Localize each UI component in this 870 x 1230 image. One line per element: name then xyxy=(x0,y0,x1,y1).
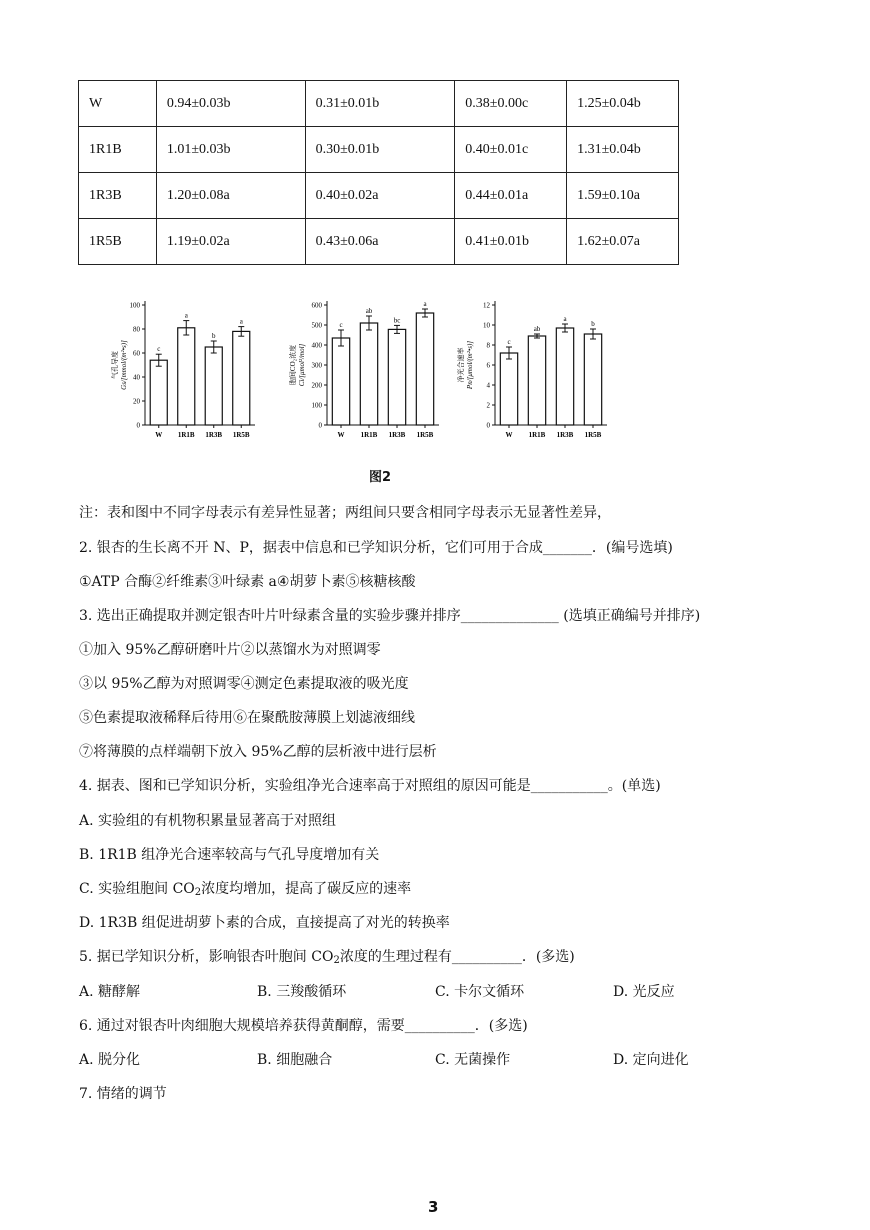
y-tick-label: 600 xyxy=(311,301,322,310)
significance-letter: a xyxy=(184,311,188,320)
x-tick-label: 1R3B xyxy=(205,431,223,439)
bar xyxy=(584,334,601,425)
y-tick-label: 80 xyxy=(133,325,140,334)
x-tick-label: 1R3B xyxy=(388,431,406,439)
y-tick-label: 12 xyxy=(483,301,490,310)
y-tick-label: 40 xyxy=(133,373,140,382)
question-4-option-c xyxy=(79,878,411,898)
table-cell: 1.20±0.08a xyxy=(156,173,305,219)
x-tick-label: 1R1B xyxy=(528,431,546,439)
y-tick-label: 8 xyxy=(486,341,490,350)
y-axis-label: 气孔导度 xyxy=(111,351,119,379)
question-4-option-d: D. 1R3B 组促进胡萝卜素的合成，直接提高了对光的转换率 xyxy=(79,915,450,931)
y-tick-label: 100 xyxy=(311,401,322,410)
question-3-steps-2: ③以 95%乙醇为对照调零④测定色素提取液的吸光度 xyxy=(79,676,409,692)
significance-letter: ab xyxy=(365,307,373,315)
y-tick-label: 6 xyxy=(486,361,490,370)
bar xyxy=(233,331,250,425)
bar xyxy=(150,360,167,425)
significance-letter: b xyxy=(212,332,216,340)
table-cell: 0.44±0.01a xyxy=(455,173,567,219)
significance-letter: a xyxy=(239,317,243,326)
question-6-option-c: C. 无菌操作 xyxy=(435,1052,511,1068)
table-cell: 1.59±0.10a xyxy=(567,173,679,219)
table-cell: 0.40±0.01c xyxy=(455,127,567,173)
y-tick-label: 200 xyxy=(311,381,322,390)
significance-letter: c xyxy=(157,345,161,354)
y-tick-label: 100 xyxy=(129,301,140,310)
table-cell: 1.19±0.02a xyxy=(156,219,305,265)
question-3-steps-3: ⑤色素提取液稀释后待用⑥在聚酰胺薄膜上划滤液细线 xyxy=(79,710,415,726)
x-tick-label: 1R1B xyxy=(360,431,378,439)
y-tick-label: 0 xyxy=(486,421,490,430)
table-cell: 0.30±0.01b xyxy=(305,127,455,173)
table-cell: 1.62±0.07a xyxy=(567,219,679,265)
figure-2-charts xyxy=(95,293,615,448)
significance-letter: c xyxy=(339,321,343,329)
y-axis-label: 净光合速率 xyxy=(457,347,465,383)
significance-letter: a xyxy=(423,300,427,308)
y-tick-label: 20 xyxy=(133,397,140,406)
question-4-option-a: A. 实验组的有机物积累量显著高于对照组 xyxy=(79,813,337,829)
figure-label: 图2 xyxy=(369,470,392,485)
table-cell: 0.43±0.06a xyxy=(305,219,455,265)
y-axis-unit: Pn/[μmol/(m²•s)] xyxy=(466,340,474,390)
question-4-option-b: B. 1R1B 组净光合速率较高与气孔导度增加有关 xyxy=(79,847,380,863)
question-3-steps-1: ①加入 95%乙醇研磨叶片②以蒸馏水为对照调零 xyxy=(79,642,381,658)
table-cell: 1.25±0.04b xyxy=(567,81,679,127)
note-text: 注：表和图中不同字母表示有差异性显著；两组间只要含相同字母表示无显著性差异， xyxy=(79,505,611,521)
y-tick-label: 400 xyxy=(311,341,322,350)
table-cell: 0.40±0.02a xyxy=(305,173,455,219)
table-cell: 1.31±0.04b xyxy=(567,127,679,173)
bar xyxy=(416,313,433,425)
option-c-text-end: 浓度均增加，提高了碳反应的速率 xyxy=(201,881,412,897)
question-5 xyxy=(79,946,575,966)
bar xyxy=(360,323,377,425)
significance-letter: ab xyxy=(533,325,541,333)
question-6-option-b: B. 细胞融合 xyxy=(257,1052,333,1068)
table-row xyxy=(79,173,679,219)
bar xyxy=(388,329,405,425)
significance-letter: c xyxy=(507,338,511,346)
bar xyxy=(500,353,517,425)
subscript: 2 xyxy=(333,955,340,966)
page-number: 3 xyxy=(428,1198,439,1216)
option-c-text: C. 实验组胞间 CO xyxy=(79,881,195,897)
question-5-option-b: B. 三羧酸循环 xyxy=(257,984,347,1000)
table-cell: W xyxy=(79,81,157,127)
x-tick-label: W xyxy=(505,431,513,439)
x-tick-label: 1R5B xyxy=(416,431,434,439)
y-axis-unit: Gs/[mmol/(m²•s)] xyxy=(120,340,128,390)
y-tick-label: 4 xyxy=(486,381,490,390)
data-table xyxy=(78,80,679,265)
table-cell: 1.01±0.03b xyxy=(156,127,305,173)
question-3-steps-4: ⑦将薄膜的点样端朝下放入 95%乙醇的层析液中进行层析 xyxy=(79,744,437,760)
question-2-options: ①ATP 合酶②纤维素③叶绿素 a④胡萝卜素⑤核糖核酸 xyxy=(79,574,416,590)
y-axis-unit: Ci/[μmol²/mol] xyxy=(298,343,306,387)
y-tick-label: 0 xyxy=(318,421,322,430)
question-2: 2. 银杏的生长离不开 N、P，据表中信息和已学知识分析，它们可用于合成_______．(编号选填) xyxy=(79,540,673,556)
table-cell: 0.41±0.01b xyxy=(455,219,567,265)
y-tick-label: 2 xyxy=(486,401,490,410)
table-cell: 1R5B xyxy=(79,219,157,265)
y-tick-label: 10 xyxy=(483,321,490,330)
question-6-option-d: D. 定向进化 xyxy=(613,1052,689,1068)
table-row xyxy=(79,81,679,127)
question-4: 4. 据表、图和已学知识分析，实验组净光合速率高于对照组的原因可能是___________。(单选) xyxy=(79,778,661,794)
question-6: 6. 通过对银杏叶肉细胞大规模培养获得黄酮醇，需要__________．(多选) xyxy=(79,1018,528,1034)
y-axis-label: 胞间CO₂浓度 xyxy=(289,344,297,386)
table-row xyxy=(79,127,679,173)
question-5-text-end: 浓度的生理过程有__________．(多选) xyxy=(339,949,575,965)
x-tick-label: 1R1B xyxy=(177,431,195,439)
table-cell: 0.38±0.00c xyxy=(455,81,567,127)
x-tick-label: 1R5B xyxy=(232,431,250,439)
table-row xyxy=(79,219,679,265)
bar xyxy=(332,338,349,425)
y-tick-label: 300 xyxy=(311,361,322,370)
y-tick-label: 500 xyxy=(311,321,322,330)
question-5-option-a: A. 糖酵解 xyxy=(79,984,141,1000)
question-6-option-a: A. 脱分化 xyxy=(79,1052,141,1068)
subscript: 2 xyxy=(194,887,202,898)
x-tick-label: 1R5B xyxy=(584,431,602,439)
x-tick-label: 1R3B xyxy=(556,431,574,439)
significance-letter: b xyxy=(591,320,595,328)
table-cell: 1R1B xyxy=(79,127,157,173)
question-7: 7. 情绪的调节 xyxy=(79,1086,167,1102)
bar xyxy=(556,328,573,425)
question-5-option-c: C. 卡尔文循环 xyxy=(435,984,525,1000)
bar xyxy=(528,336,545,425)
bar xyxy=(178,328,195,425)
question-3: 3. 选出正确提取并测定银杏叶片叶绿素含量的实验步骤并排序______________ (选填正确编号并排序) xyxy=(79,608,701,624)
y-tick-label: 60 xyxy=(133,349,140,358)
bar xyxy=(205,347,222,425)
x-tick-label: W xyxy=(337,431,345,439)
question-5-option-d: D. 光反应 xyxy=(613,984,675,1000)
significance-letter: a xyxy=(563,315,567,323)
y-tick-label: 0 xyxy=(136,421,140,430)
table-cell: 1R3B xyxy=(79,173,157,219)
significance-letter: bc xyxy=(393,316,401,325)
x-tick-label: W xyxy=(155,431,163,439)
question-5-text: 5. 据已学知识分析，影响银杏叶胞间 CO xyxy=(79,949,334,965)
table-cell: 0.94±0.03b xyxy=(156,81,305,127)
table-cell: 0.31±0.01b xyxy=(305,81,455,127)
